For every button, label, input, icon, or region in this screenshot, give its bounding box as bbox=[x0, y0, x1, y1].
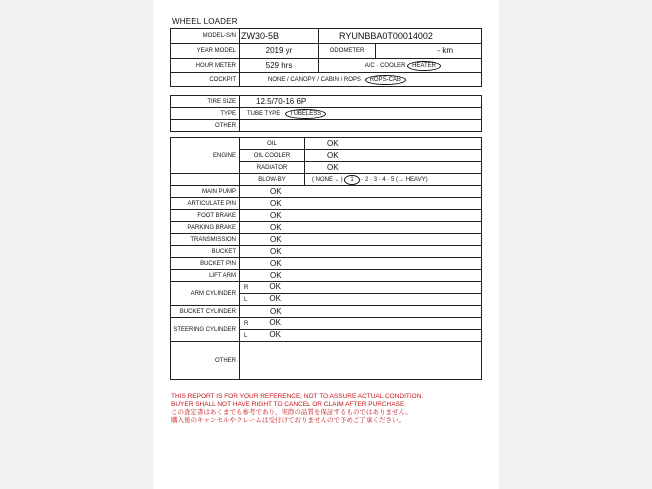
tire-table bbox=[170, 95, 482, 132]
year-label: YEAR MODEL bbox=[171, 44, 240, 59]
cockpit-options: NONE / CANOPY / CABIN / ROPS bbox=[268, 76, 361, 83]
articulate-pin-value: OK bbox=[240, 198, 482, 210]
tire-other-label: OTHER bbox=[171, 120, 240, 132]
arm-cylinder-r-value: OK bbox=[269, 282, 281, 291]
blowby-label: BLOW-BY bbox=[240, 174, 305, 186]
transmission-label: TRANSMISSION bbox=[171, 234, 240, 246]
arm-cylinder-label: ARM CYLINDER bbox=[171, 282, 240, 306]
steering-cylinder-r-label: R bbox=[244, 321, 249, 327]
engine-label: ENGINE bbox=[171, 138, 240, 174]
bucket-value: OK bbox=[240, 246, 482, 258]
steering-cylinder-l-cell bbox=[240, 330, 482, 342]
cockpit-cell bbox=[240, 73, 482, 87]
other-label: OTHER bbox=[171, 342, 240, 380]
bucket-cylinder-label: BUCKET CYLINDER bbox=[171, 306, 240, 318]
disclaimer-line-1: THIS REPORT IS FOR YOUR REFERENCE, NOT TO ASSURE ACTUAL CONDITION. bbox=[171, 393, 424, 400]
main-pump-label: MAIN PUMP bbox=[171, 186, 240, 198]
tire-type-cell bbox=[240, 108, 482, 120]
blowby-selected-circled: 1 bbox=[344, 175, 359, 185]
blowby-rest: · 2 · 3 · 4 · 5 (→ HEAVY) bbox=[361, 176, 428, 183]
radiator-label: RADIATOR bbox=[240, 162, 305, 174]
ac-label: A/C · COOLER bbox=[364, 62, 406, 69]
ac-cell bbox=[319, 59, 482, 73]
foot-brake-value: OK bbox=[240, 210, 482, 222]
engine-oil-label: OIL bbox=[240, 138, 305, 150]
oil-cooler-label: OIL COOLER bbox=[240, 150, 305, 162]
tire-other-value bbox=[240, 120, 482, 132]
lift-arm-label: LIFT ARM bbox=[171, 270, 240, 282]
other-value bbox=[240, 342, 482, 380]
lift-arm-value: OK bbox=[240, 270, 482, 282]
steering-cylinder-r-value: OK bbox=[269, 318, 281, 327]
steering-cylinder-label: STEERING CYLINDER bbox=[171, 318, 240, 342]
arm-cylinder-l-cell bbox=[240, 294, 482, 306]
model-label: MODEL-S/N bbox=[171, 29, 240, 44]
foot-brake-label: FOOT BRAKE bbox=[171, 210, 240, 222]
arm-cylinder-l-value: OK bbox=[269, 294, 281, 303]
inspection-table bbox=[170, 137, 482, 380]
parking-brake-value: OK bbox=[240, 222, 482, 234]
tire-type-label: TYPE bbox=[171, 108, 240, 120]
steering-cylinder-l-value: OK bbox=[269, 330, 281, 339]
cockpit-label: COCKPIT bbox=[171, 73, 240, 87]
disclaimer-line-2: BUYER SHALL NOT HAVE RIGHT TO CANCEL OR CLAIM AFTER PURCHASE. bbox=[171, 401, 407, 408]
articulate-pin-label: ARTICULATE PIN bbox=[171, 198, 240, 210]
bucket-pin-label: BUCKET PIN bbox=[171, 258, 240, 270]
hour-meter-label: HOUR METER bbox=[171, 59, 240, 73]
radiator-value: OK bbox=[305, 162, 482, 174]
main-pump-value: OK bbox=[240, 186, 482, 198]
blowby-prefix: ( NONE ←) bbox=[312, 176, 343, 183]
steering-cylinder-r-cell bbox=[240, 318, 482, 330]
engine-label-cont bbox=[171, 174, 240, 186]
arm-cylinder-r-label: R bbox=[244, 285, 249, 291]
heater-circled: HEATER bbox=[407, 61, 441, 71]
oil-cooler-value: OK bbox=[305, 150, 482, 162]
parking-brake-label: PARKING BRAKE bbox=[171, 222, 240, 234]
blowby-scale bbox=[305, 174, 482, 186]
disclaimer-line-3: この査定書はあくまでも参考であり、実際の品質を保証するものではありません。 bbox=[171, 409, 412, 416]
arm-cylinder-r-cell bbox=[240, 282, 482, 294]
bucket-cylinder-value: OK bbox=[240, 306, 482, 318]
report-title: WHEEL LOADER bbox=[172, 17, 238, 26]
tire-size-value: 12.5/70-16 6P bbox=[240, 96, 482, 108]
transmission-value: OK bbox=[240, 234, 482, 246]
arm-cylinder-l-label: L bbox=[244, 297, 248, 303]
hour-meter-value: 529 hrs bbox=[240, 59, 319, 73]
disclaimer-line-4: 購入後のキャンセルやクレームは受付けておりませんので予めご了承ください。 bbox=[171, 417, 405, 424]
odometer-value: - km bbox=[376, 44, 482, 59]
serial-value: RYUNBBA0T00014002 bbox=[319, 29, 482, 44]
year-value: 2019 yr bbox=[240, 44, 319, 59]
steering-cylinder-l-label: L bbox=[244, 333, 248, 339]
bucket-label: BUCKET bbox=[171, 246, 240, 258]
engine-oil-value: OK bbox=[305, 138, 482, 150]
model-value: ZW30-5B bbox=[240, 29, 319, 44]
cockpit-selected-circled: ROPS-CAB bbox=[365, 75, 406, 85]
bucket-pin-value: OK bbox=[240, 258, 482, 270]
tire-type-option: TUBE TYPE bbox=[247, 110, 281, 117]
general-info-table bbox=[170, 28, 482, 87]
tire-size-label: TIRE SIZE bbox=[171, 96, 240, 108]
tire-type-selected-circled: TUBELESS bbox=[285, 109, 326, 119]
odometer-label: ODOMETER bbox=[319, 44, 376, 59]
